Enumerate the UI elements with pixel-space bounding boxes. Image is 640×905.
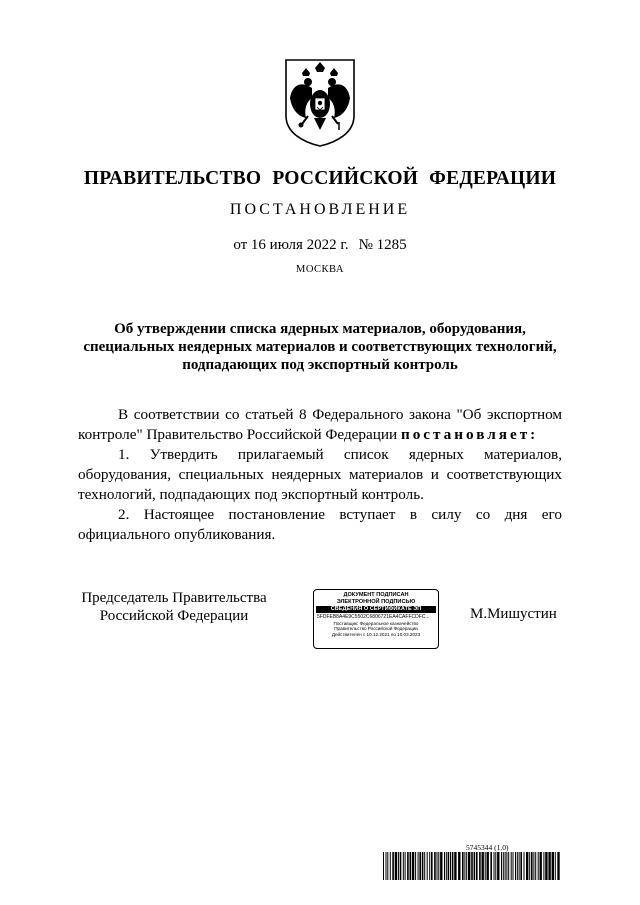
barcode-number: 5745344 (1.0) — [466, 843, 509, 852]
resolves-word: постановляет: — [400, 426, 539, 443]
document-heading: Об утверждении списка ядерных материалов, оборудования, специальных неядерных материалов и соответствующих технологий, подпадающих под экспортный контроль — [83, 321, 557, 373]
stamp-owner2: Правительство Российской Федерации — [334, 626, 418, 632]
stamp-line1: ДОКУМЕНТ ПОДПИСАН — [343, 592, 409, 598]
document-city: МОСКВА — [296, 264, 344, 275]
intro-paragraph — [78, 405, 562, 445]
item-2-paragraph: 2. Настоящее постановление вступает в силу со дня его официального опубликования. — [78, 506, 562, 543]
stamp-serial: 5FDFEB8A4E9C5502C6806721EA4CAFFCDFC... — [317, 614, 430, 620]
stamp-owner1: Поставщик: Федеральное казначейство — [333, 620, 419, 626]
coat-of-arms-emblem — [282, 58, 358, 148]
signer-position — [64, 589, 284, 625]
signer-position-line2: Российской Федерации — [99, 608, 249, 624]
stamp-line2: ЭЛЕКТРОННОЙ ПОДПИСЬЮ — [336, 598, 416, 605]
electronic-signature-stamp — [313, 589, 439, 649]
document-body — [78, 405, 562, 545]
stamp-validity: Действителен с 10.12.2021 по 10.03.2023 — [331, 631, 421, 637]
document-date-line — [0, 237, 640, 254]
stamp-certificate-bar: СВЕДЕНИЯ О СЕРТИФИКАТЕ ЭП — [316, 606, 436, 613]
signer-position-line1: Председатель Правительства — [81, 590, 267, 606]
intro-text: В соответствии со статьей 8 Федерального закона "Об экспортном контроле" Правительство Российской Федерации — [78, 406, 562, 443]
document-number: № 1285 — [358, 237, 407, 253]
government-title: ПРАВИТЕЛЬСТВО РОССИЙСКОЙ ФЕДЕРАЦИИ — [83, 168, 557, 189]
signer-name: М.Мишустин — [470, 606, 557, 622]
document-type: ПОСТАНОВЛЕНИЕ — [229, 201, 411, 218]
item-1-paragraph: 1. Утвердить прилагаемый список ядерных материалов, оборудования, специальных неядерных материалов и соответствующих технологий, подпадающих под экспортный контроль. — [78, 446, 562, 503]
barcode — [383, 852, 563, 880]
document-date: от 16 июля 2022 г. — [233, 237, 349, 253]
